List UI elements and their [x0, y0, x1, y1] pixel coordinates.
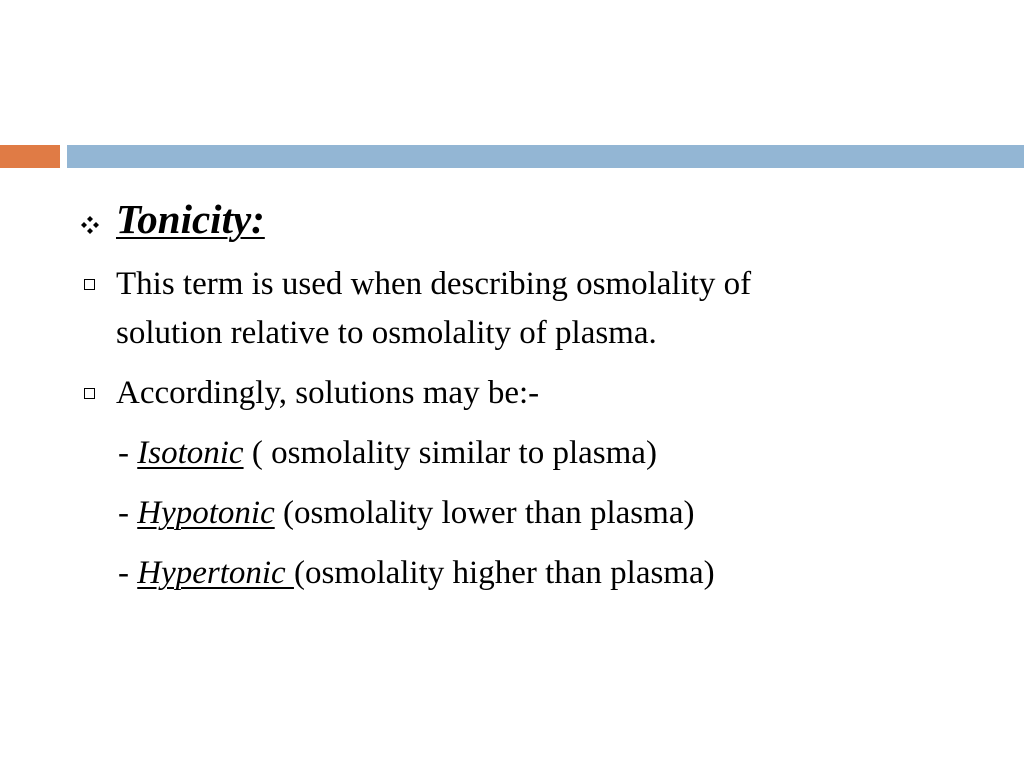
- square-outline-icon: [84, 388, 95, 399]
- diamond-four-icon: [79, 214, 101, 236]
- square-outline-icon: [84, 279, 95, 290]
- slide-title: [116, 195, 265, 243]
- type-item-hypertonic: [118, 553, 715, 593]
- bullet-2-line-1: Accordingly, solutions may be:-: [116, 375, 540, 411]
- type-term: Hypotonic: [137, 495, 275, 531]
- slide-title-text: Tonicity:: [116, 196, 265, 242]
- type-prefix: -: [118, 555, 138, 591]
- bullet-1-line-1: This term is used when describing osmolality of: [116, 266, 752, 302]
- type-description: (osmolality higher than plasma): [293, 555, 715, 591]
- type-item-hypotonic: [118, 493, 694, 533]
- type-term: Hypertonic: [137, 555, 294, 591]
- type-term: Isotonic: [137, 435, 244, 471]
- type-item-isotonic: [118, 433, 657, 473]
- bullet-1-line-2: solution relative to osmolality of plasma.: [116, 315, 657, 351]
- type-prefix: -: [118, 495, 138, 531]
- type-description: (osmolality lower than plasma): [274, 495, 695, 531]
- type-prefix: -: [118, 435, 138, 471]
- type-description: ( osmolality similar to plasma): [243, 435, 657, 471]
